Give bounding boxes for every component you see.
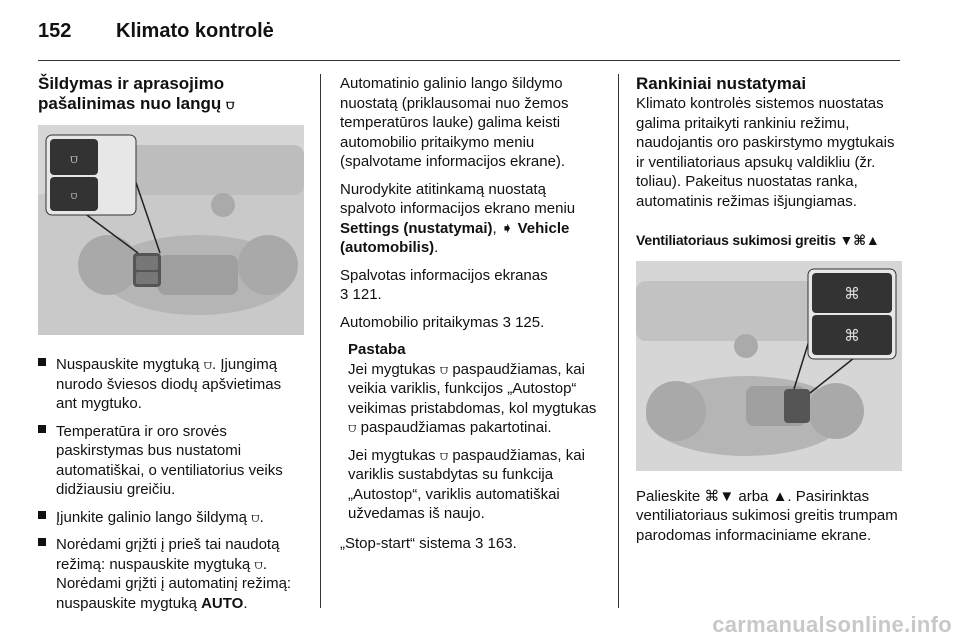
text-run: . Įjungimą nurodo šviesos diodų apšvietimas ant mygtuko.: [56, 356, 282, 412]
list-item: [38, 508, 304, 528]
watermark: carmanualsonline.info: [712, 612, 952, 637]
chapter-title: Klimato kontrolė: [116, 20, 274, 42]
text-run: .: [259, 508, 264, 526]
defrost-steps-list: [38, 355, 304, 613]
section-heading-defrost: Šildymas ir aprasojimo pašalinimas nuo langų ⩌: [38, 74, 235, 113]
page-reference: 3 163.: [475, 534, 517, 552]
column-2: [340, 74, 602, 561]
rear-window-heating-icon: ⩌: [251, 509, 260, 525]
list-item: [38, 535, 304, 613]
svg-text:⌘: ⌘: [844, 285, 860, 303]
column-divider: [618, 74, 619, 608]
windscreen-defrost-icon: ⩌: [439, 447, 449, 463]
note-paragraph: [348, 360, 602, 438]
page-header: [38, 20, 274, 48]
text-run: Norėdami grįžti į prieš tai naudotą režimą: nuspauskite mygtuką: [56, 536, 280, 573]
windscreen-defrost-icon: ⩌: [439, 361, 449, 377]
bullet-square-icon: [38, 511, 46, 519]
paragraph: Automobilio pritaikymas 3 125.: [340, 313, 545, 331]
page-reference: 3 121.: [340, 286, 382, 303]
header-rule: [38, 60, 900, 61]
paragraph: Palieskite ⌘▼ arba ▲. Pasirinktas ventiliatoriaus sukimosi greitis trumpam parodomas informaciniame ekrane.: [636, 487, 898, 544]
paragraph: Nurodykite atitinkamą nuostatą spalvoto informacijos ekrano meniu Settings (nustatymai), ➧ Vehicle (automobilis).: [340, 180, 576, 256]
bullet-square-icon: [38, 425, 46, 433]
list-item: [38, 422, 304, 500]
bullet-square-icon: [38, 538, 46, 546]
menu-arrow-icon: ➧: [500, 219, 514, 237]
windscreen-defrost-icon: ⩌: [254, 556, 263, 572]
subheading-fan-speed: Ventiliatoriaus sukimosi greitis ▼⌘▲: [636, 232, 880, 248]
page-number: 152: [38, 20, 72, 42]
note-box: [340, 340, 602, 524]
windscreen-defrost-icon: ⩌: [348, 420, 357, 435]
paragraph: „Stop-start“ sistema 3 163.: [340, 534, 517, 552]
paragraph: Automatinio galinio lango šildymo nuostatą (priklausomai nuo žemos temperatūros lauke) galima keisti automobilio pritaikymo meniu (spalvotame informacijos ekrane).: [340, 75, 569, 170]
text-run: Įjunkite galinio lango šildymą: [56, 508, 252, 526]
text-run: Nuspauskite mygtuką: [56, 356, 204, 373]
column-divider: [320, 74, 321, 608]
list-item: [38, 355, 304, 414]
svg-text:⩌: ⩌: [70, 152, 78, 166]
column-3: [636, 74, 904, 553]
text-run: paspaudžiamas pakartotinai.: [356, 419, 552, 436]
svg-text:⩌: ⩌: [70, 191, 78, 202]
text-run: Jei mygtukas: [348, 446, 440, 464]
menu-settings: Settings (nustatymai): [340, 219, 493, 237]
text-run: paspaudžiamas, kai veikia variklis, funkcijos „Autostop“ veikimas pristabdomas, kol mygtukas: [348, 360, 597, 417]
text-run: Temperatūra ir oro srovės paskirstymas bus nustatomi automatiškai, o ventiliatorius veiks didžiausiu greičiu.: [56, 422, 283, 498]
text-run: . Norėdami grįžti į automatinį režimą: nuspauskite mygtuką: [56, 555, 292, 612]
note-title: Pastaba: [348, 341, 406, 358]
paragraph: Spalvotas informacijos ekranas 3 121.: [340, 266, 548, 303]
bullet-square-icon: [38, 358, 46, 366]
column-1: [38, 74, 304, 621]
windscreen-defrost-icon: ⩌: [226, 97, 235, 112]
fan-speed-panel-photo: [636, 261, 902, 471]
text-run: paspaudžiamas, kai variklis sustabdytas su funkcija „Autostop“, variklis automatiškai užvedamas iš naujo.: [348, 446, 585, 522]
svg-text:⌘: ⌘: [844, 327, 860, 345]
climate-panel-photo: [38, 125, 304, 335]
paragraph: Klimato kontrolės sistemos nuostatas galima pritaikyti rankiniu režimu, naudojantis oro paskirstymo mygtukais ir ventiliatoriaus apsukų valdikliu (žr. toliau). Pakeitus nuostatas ranka, automatinis režimas išjungiamas.: [636, 95, 895, 210]
page-reference: 3 125.: [502, 313, 545, 331]
text-run: Jei mygtukas: [348, 360, 440, 378]
button-label: AUTO: [201, 594, 244, 612]
windscreen-defrost-icon: ⩌: [203, 357, 213, 372]
text-run: .: [243, 594, 248, 612]
section-heading-manual: Rankiniai nustatymai: [636, 74, 807, 93]
menu-vehicle: Vehicle (automobilis): [340, 219, 570, 256]
note-paragraph: [348, 446, 602, 524]
